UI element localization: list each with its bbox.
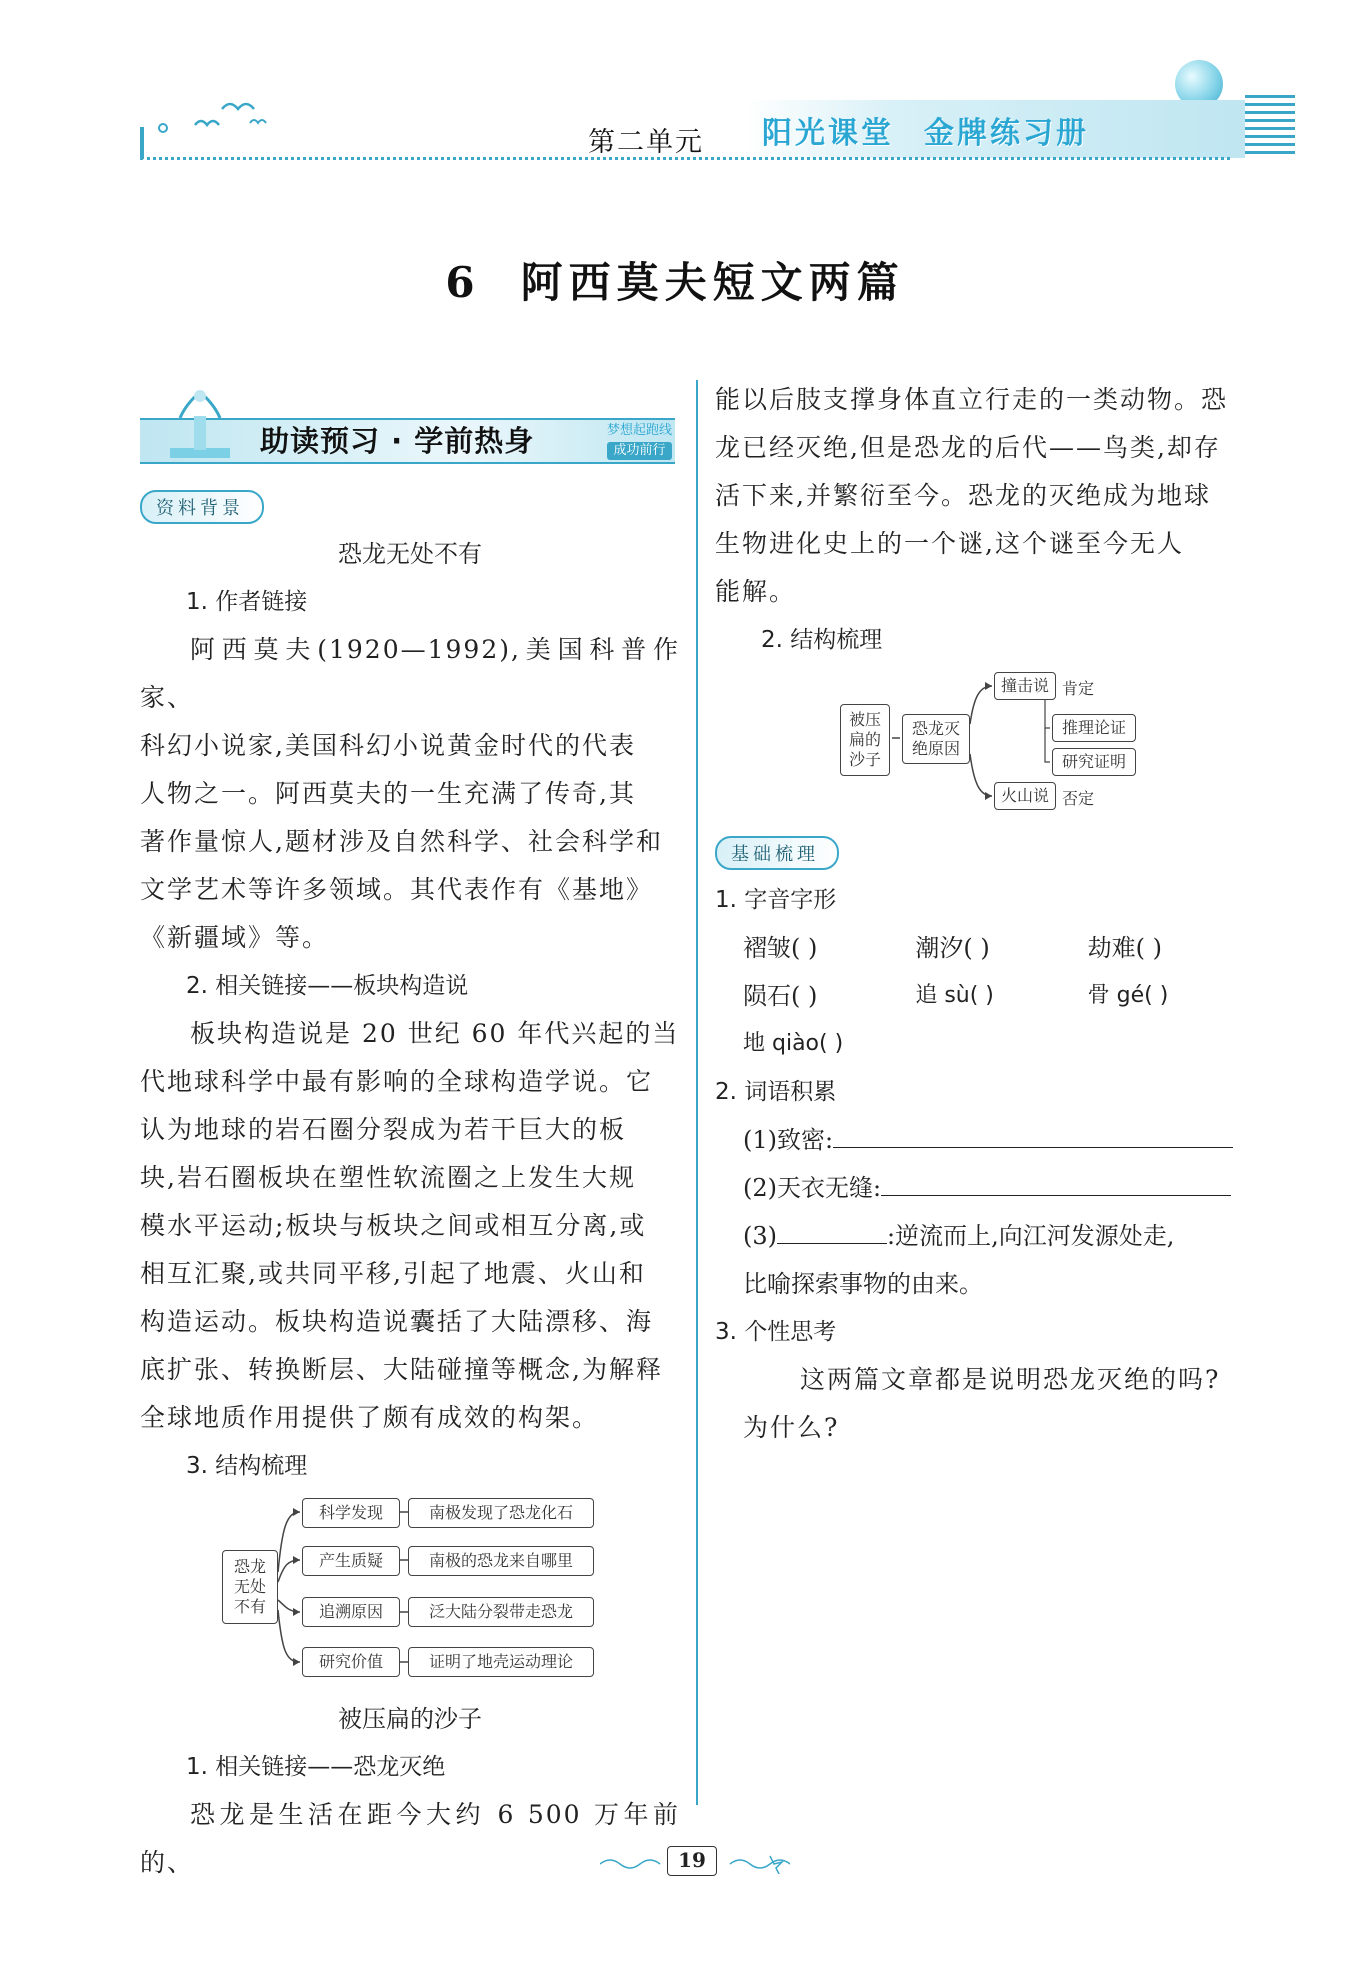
paragraph-line: 块,岩石圈板块在塑性软流圈之上发生大规 bbox=[140, 1163, 636, 1192]
banner-title: 助读预习 · 学前热身 bbox=[260, 424, 535, 458]
text2-title: 被压扁的沙子 bbox=[338, 1705, 482, 1733]
header-dotted-line bbox=[140, 157, 1230, 160]
paragraph-line: 模水平运动;板块与板块之间或相互分离,或 bbox=[140, 1211, 647, 1240]
page-number: 19 bbox=[667, 1846, 717, 1876]
diagram-1-step: 科学发现 bbox=[302, 1498, 400, 1528]
vocab-definition: 比喻探索事物的由来。 bbox=[743, 1270, 983, 1298]
page-header bbox=[0, 0, 1350, 180]
text1-title: 恐龙无处不有 bbox=[338, 540, 482, 568]
pronunciation-item[interactable]: 骨 gé( ) bbox=[1087, 983, 1169, 1008]
banner-sub-top: 梦想起跑线 bbox=[606, 423, 672, 438]
lesson-title bbox=[0, 250, 1350, 310]
paragraph-line: 文学艺术等许多领域。其代表作有《基地》 bbox=[140, 875, 654, 904]
continued-paragraph bbox=[715, 376, 1260, 616]
paragraph-line: 活下来,并繁衍至今。恐龙的灭绝成为地球 bbox=[715, 481, 1211, 510]
birds-icon bbox=[190, 95, 270, 135]
header-dot-decoration bbox=[158, 123, 168, 133]
root-line: 沙子 bbox=[848, 750, 881, 769]
paragraph-line: 能解。 bbox=[715, 577, 797, 606]
root-line: 恐龙 bbox=[233, 1557, 266, 1576]
paragraph-line: 板块构造说是 20 世纪 60 年代兴起的当 bbox=[190, 1019, 680, 1048]
diagram-1-step: 追溯原因 bbox=[302, 1597, 400, 1627]
paragraph-line: 人物之一。阿西莫夫的一生充满了传奇,其 bbox=[140, 779, 636, 808]
paragraph-line: 阿西莫夫(1920—1992),美国科普作家、 bbox=[140, 635, 680, 712]
author-heading: 1. 作者链接 bbox=[186, 589, 308, 615]
left-column bbox=[140, 370, 680, 1887]
diagram-2-affirm-label: 肯定 bbox=[1062, 679, 1095, 698]
banner-subtitle bbox=[607, 422, 672, 460]
diagram-1-detail: 南极的恐龙来自哪里 bbox=[408, 1546, 594, 1576]
paragraph-line: 《新疆域》等。 bbox=[140, 923, 330, 952]
banner-sub-bottom: 成功前行 bbox=[607, 442, 672, 460]
author-paragraph bbox=[140, 626, 680, 962]
diagram-2-deny-label: 否定 bbox=[1062, 789, 1095, 808]
diagram-1-step: 研究价值 bbox=[302, 1647, 400, 1677]
structure-diagram-1 bbox=[220, 1490, 680, 1695]
vocab-row bbox=[715, 1212, 1260, 1260]
diagram-2-root bbox=[840, 704, 890, 776]
diagram-2-reasoning: 推理论证 bbox=[1052, 714, 1136, 742]
diagram-2-impact-theory: 撞击说 bbox=[994, 672, 1056, 700]
structure-heading-2: 2. 结构梳理 bbox=[761, 627, 883, 653]
vocab-row bbox=[715, 1260, 1260, 1308]
cause-line: 绝原因 bbox=[911, 739, 960, 758]
root-line: 被压 bbox=[848, 710, 881, 729]
paragraph-line: 能以后肢支撑身体直立行走的一类动物。恐 bbox=[715, 385, 1229, 414]
diagram-1-detail: 南极发现了恐龙化石 bbox=[408, 1498, 594, 1528]
lesson-number: 6 bbox=[445, 258, 481, 307]
pronunciation-item[interactable]: 地 qiào( ) bbox=[743, 1031, 844, 1056]
diagram-2-volcano-theory: 火山说 bbox=[994, 782, 1056, 810]
header-bar-decoration bbox=[140, 127, 144, 159]
diagram-1-root bbox=[222, 1550, 278, 1624]
question-line: 为什么? bbox=[743, 1413, 840, 1442]
related-heading: 2. 相关链接——板块构造说 bbox=[186, 973, 469, 999]
paragraph-line: 全球地质作用提供了颇有成效的构架。 bbox=[140, 1403, 600, 1432]
paragraph-line: 底扩张、转换断层、大陆碰撞等概念,为解释 bbox=[140, 1355, 663, 1384]
pronunciation-item[interactable]: 陨石( ) bbox=[743, 982, 818, 1010]
vocab-label: (3) bbox=[743, 1222, 777, 1250]
paragraph-line: 生物进化史上的一个谜,这个谜至今无人 bbox=[715, 529, 1184, 558]
vocab-label: (1)致密: bbox=[743, 1126, 834, 1154]
brand-title bbox=[762, 108, 1119, 152]
answer-blank[interactable] bbox=[881, 1164, 1231, 1196]
root-line: 不有 bbox=[233, 1597, 266, 1616]
diagram-1-step: 产生质疑 bbox=[302, 1546, 400, 1576]
paragraph-line: 代地球科学中最有影响的全球构造学说。它 bbox=[140, 1067, 654, 1096]
q2-heading: 2. 词语积累 bbox=[715, 1079, 837, 1105]
question-line: 这两篇文章都是说明恐龙灭绝的吗? bbox=[800, 1365, 1221, 1394]
q1-heading: 1. 字音字形 bbox=[715, 887, 837, 913]
structure-diagram-2 bbox=[840, 668, 1260, 818]
pronunciation-row bbox=[715, 1020, 1260, 1068]
unit-label: 第二单元 bbox=[588, 127, 704, 158]
section-tag-background: 资料背景 bbox=[140, 490, 264, 524]
diagram-1-detail: 证明了地壳运动理论 bbox=[408, 1647, 594, 1677]
paragraph-line: 认为地球的岩石圈分裂成为若干巨大的板 bbox=[140, 1115, 627, 1144]
vocab-definition: :逆流而上,向江河发源处走, bbox=[887, 1222, 1175, 1250]
paragraph-line: 著作量惊人,题材涉及自然科学、社会科学和 bbox=[140, 827, 663, 856]
cause-line: 恐龙灭 bbox=[911, 719, 960, 738]
fountain-icon bbox=[160, 386, 240, 466]
paragraph-line: 科幻小说家,美国科幻小说黄金时代的代表 bbox=[140, 731, 636, 760]
pronunciation-item[interactable]: 劫难( ) bbox=[1087, 934, 1163, 962]
vocab-row bbox=[715, 1116, 1260, 1164]
root-line: 无处 bbox=[233, 1577, 266, 1596]
vocab-label: (2)天衣无缝: bbox=[743, 1174, 882, 1202]
related-paragraph bbox=[140, 1010, 680, 1442]
paragraph-line: 相互汇聚,或共同平移,引起了地震、火山和 bbox=[140, 1259, 646, 1288]
root-line: 扁的 bbox=[848, 730, 881, 749]
column-divider bbox=[696, 380, 698, 1805]
pronunciation-row bbox=[715, 924, 1260, 972]
header-stripes-decoration bbox=[1245, 95, 1295, 157]
pronunciation-item[interactable]: 潮汐( ) bbox=[915, 934, 990, 962]
diagram-1-detail: 泛大陆分裂带走恐龙 bbox=[408, 1597, 594, 1627]
structure-heading: 3. 结构梳理 bbox=[186, 1453, 308, 1479]
right-column bbox=[715, 376, 1260, 1452]
diagram-2-cause bbox=[902, 714, 970, 764]
q3-heading: 3. 个性思考 bbox=[715, 1319, 837, 1345]
section-banner bbox=[140, 370, 680, 480]
brand-right: 金牌练习册 bbox=[924, 116, 1089, 151]
pronunciation-item[interactable]: 追 sù( ) bbox=[915, 983, 994, 1008]
paragraph-line: 构造运动。板块构造说囊括了大陆漂移、海 bbox=[140, 1307, 654, 1336]
answer-blank[interactable] bbox=[777, 1212, 887, 1244]
pronunciation-row bbox=[715, 972, 1260, 1020]
dinosaur-link-heading: 1. 相关链接——恐龙灭绝 bbox=[186, 1754, 446, 1780]
brand-left: 阳光课堂 bbox=[762, 116, 894, 151]
lesson-title-text: 阿西莫夫短文两篇 bbox=[520, 258, 905, 307]
paragraph-line: 恐龙是生活在距今大约 6 500 万年前的、 bbox=[140, 1800, 680, 1877]
diagram-2-research: 研究证明 bbox=[1052, 748, 1136, 776]
paragraph-line: 龙已经灭绝,但是恐龙的后代——鸟类,却存 bbox=[715, 433, 1221, 462]
pronunciation-item[interactable]: 褶皱( ) bbox=[743, 934, 818, 962]
section-tag-basics: 基础梳理 bbox=[715, 836, 839, 870]
answer-blank[interactable] bbox=[833, 1116, 1233, 1148]
vocab-row bbox=[715, 1164, 1260, 1212]
